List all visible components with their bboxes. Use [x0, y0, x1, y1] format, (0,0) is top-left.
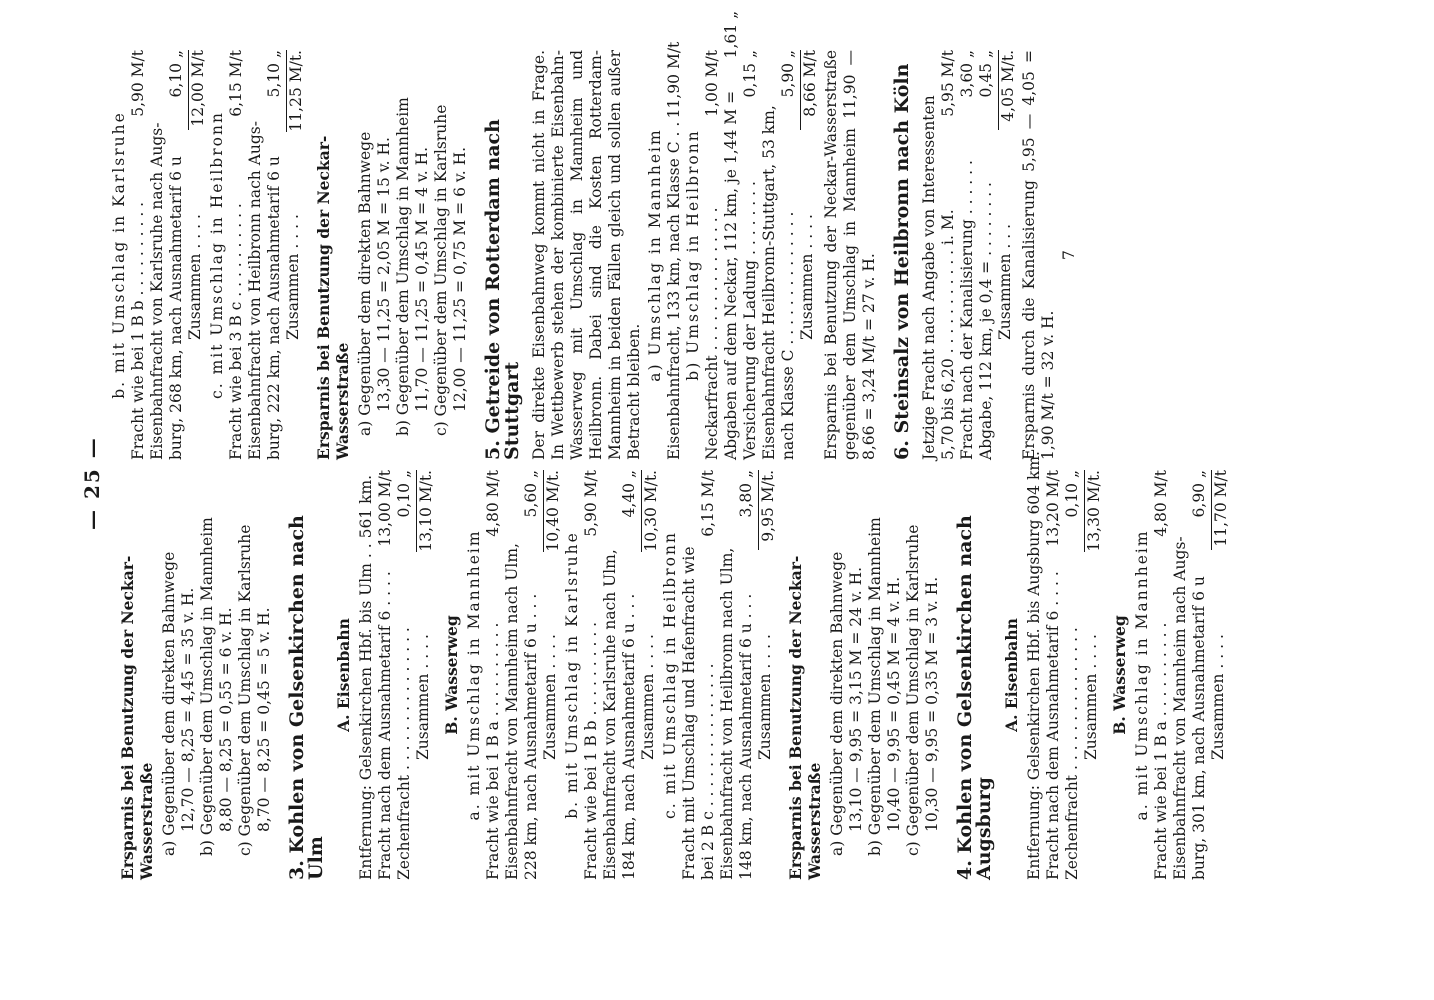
subsection-heading: B. Wasserweg — [1110, 615, 1129, 735]
cost-amount: 5,90 M/t — [129, 50, 147, 117]
cost-row — [620, 470, 639, 880]
total-amount: 8,66 M/t — [800, 50, 820, 130]
cost-row — [699, 470, 718, 880]
cost-label: Eisenbahnfracht von Heilbronn nach Augs- — [246, 121, 264, 460]
cost-row — [227, 50, 246, 460]
cost-label: Entfernung: Gelsenkirchen Hbf. bis Ulm . . 561 km. — [357, 474, 375, 880]
variant-heading: c. mit Umschlag in Heilbronn — [661, 531, 679, 819]
total-amount: 10,40 M/t. — [544, 470, 562, 552]
cost-amount — [1171, 456, 1190, 536]
left-column — [110, 451, 1231, 880]
cost-row — [1025, 451, 1044, 880]
section-heading: 3. Kohlen von Gelsenkirchen nach Ulm — [286, 515, 327, 880]
total-amount: 11,25 M/t. — [287, 50, 305, 132]
cost-row — [265, 50, 284, 460]
comparison-result: 13,30 — 11,25 = 2,05 M = 15 v. H. — [375, 137, 393, 412]
cost-amount: 4,40 „ — [620, 470, 638, 518]
cost-row — [395, 470, 414, 880]
cost-row — [522, 470, 541, 880]
total-label: Zusammen . . . . — [798, 214, 816, 340]
cost-label: Eisenbahnfracht von Mannheim nach Ulm, — [503, 543, 521, 880]
cost-label: Zechenfracht . . . . . . . . . . . . . . . — [1063, 627, 1081, 880]
cost-label: Eisenbahnfracht von Karlsruhe nach Ulm, — [601, 549, 619, 880]
cost-amount — [503, 463, 522, 543]
total-row — [756, 470, 778, 880]
variant-heading: b) Umschlag in Heilbronn — [684, 129, 702, 381]
cost-label: Entfernung: Gelsenkirchen Hbf. bis Augsburg 604 km. — [1025, 451, 1043, 880]
variant-heading: a. mit Umschlag in Mannheim — [465, 529, 483, 821]
cost-amount: 1,61 „ — [722, 10, 740, 59]
savings-heading: Ersparnis bei Benutzung der Neckar-Wasserstraße — [118, 555, 156, 880]
cost-label: 148 km, nach Ausnahmetarif 6 u . . . — [737, 593, 755, 880]
cost-row — [920, 50, 939, 460]
paragraph: Ersparnis bei Benutzung der Neckar-Wasserstraße gegenüber dem Umschlag in Mannheim 11,90 — 8,66 = 3,24 M/t = 27 v. H. — [822, 50, 878, 460]
cost-amount — [718, 468, 737, 548]
cost-label: 184 km, nach Ausnahmetarif 6 u . . . — [620, 593, 638, 880]
cost-amount: 5,95 M/t — [939, 50, 957, 117]
cost-amount: 0,10 „ — [395, 470, 413, 518]
section-heading: 4. Kohlen von Gelsenkirchen nach Augsburg — [954, 515, 995, 880]
total-amount: 4,05 M/t. — [998, 50, 1018, 130]
cost-amount: 6,15 M/t — [699, 470, 717, 537]
cost-label: nach Klasse C . . . . . . . . . . . . . . — [779, 211, 797, 460]
total-row — [186, 50, 208, 460]
comparison-result: 12,00 — 11,25 = 0,75 M = 6 v. H. — [451, 146, 469, 412]
cost-amount: 6,15 M/t — [227, 50, 245, 117]
savings-heading: Ersparnis bei Benutzung der Neckar-Wasserstraße — [314, 135, 352, 460]
cost-label: bei 2 B c . . . . . . . . . . . . . . . — [699, 663, 717, 880]
signature-mark: 7 — [1060, 250, 1078, 260]
cost-amount: 5,10 „ — [265, 50, 283, 98]
cost-label: Versicherung der Ladung . . . . . . . . — [741, 181, 759, 460]
total-row — [798, 50, 820, 460]
cost-amount — [601, 469, 620, 549]
cost-row — [601, 470, 620, 880]
variant-heading: b. mit Umschlag in Karlsruhe — [110, 111, 128, 399]
comparison-result: 8,80 — 8,25 = 0,55 = 6 v. H. — [217, 607, 235, 832]
total-label: Zusammen . . . — [996, 223, 1014, 340]
total-label: Zusammen . . . . — [541, 634, 559, 760]
total-row — [1082, 470, 1104, 880]
cost-row — [779, 50, 798, 460]
total-label: Zusammen . . . . — [639, 634, 657, 760]
total-row — [541, 470, 563, 880]
cost-row — [722, 10, 741, 460]
comparison-line: a) Gegenüber dem direkten Bahnwege — [828, 551, 846, 856]
total-amount: 11,70 M/t — [1211, 470, 1231, 550]
cost-row — [1190, 470, 1209, 880]
cost-row — [148, 50, 167, 460]
total-amount: 13,10 M/t. — [417, 470, 435, 552]
cost-amount — [246, 41, 265, 121]
comparison-result: 12,70 — 8,25 = 4,45 = 35 v. H. — [179, 587, 197, 832]
cost-label: Fracht wie bei 1 B b . . . . . . . . . . — [582, 621, 600, 880]
total-label: Zusammen . . . . — [284, 214, 302, 340]
cost-row — [484, 470, 503, 880]
comparison-line: a) Gegenüber dem direkten Bahnwege — [356, 131, 374, 436]
cost-label: Fracht wie bei 1 B b . . . . . . . . . . — [129, 201, 147, 460]
total-label: Zusammen . . . . — [756, 634, 774, 760]
comparison-result: 10,30 — 9,95 = 0,35 M = 3 v. H. — [923, 576, 941, 832]
cost-amount: 6,10 „ — [167, 50, 185, 98]
total-amount: 10,30 M/t. — [642, 470, 660, 552]
cost-row — [246, 50, 265, 460]
subsection-heading: A. Eisenbahn — [1002, 618, 1021, 732]
comparison-line: c) Gegenüber dem Umschlag in Karlsruhe — [904, 524, 922, 856]
cost-row — [680, 470, 699, 880]
cost-amount: 0,10 „ — [1063, 470, 1081, 518]
total-row — [1209, 470, 1231, 880]
cost-row — [503, 470, 522, 880]
cost-label: Fracht mit Umschlag und Hafenfracht wie — [680, 546, 698, 880]
cost-row — [718, 470, 737, 880]
cost-row — [939, 50, 958, 460]
cost-label: Eisenbahnfracht, 133 km, nach Klasse C . . — [665, 121, 683, 460]
paragraph: Ersparnis durch die Kanalisierung 5,95 — 4,05 = 1,90 M/t = 32 v. H. — [1020, 50, 1057, 460]
cost-row — [665, 41, 684, 460]
cost-amount — [148, 43, 167, 123]
comparison-line: c) Gegenüber dem Umschlag in Karlsruhe — [432, 104, 450, 436]
comparison-result: 8,70 — 8,25 = 0,45 = 5 v. H. — [255, 607, 273, 832]
comparison-result: 11,70 — 11,25 = 0,45 M = 4 v. H. — [413, 146, 431, 412]
cost-label: Fracht wie bei 1 B a . . . . . . . . . . — [1152, 622, 1170, 880]
cost-amount: 6,90 „ — [1190, 470, 1208, 518]
variant-heading: a) Umschlag in Mannheim — [646, 128, 664, 382]
cost-amount: 13,00 M/t — [376, 470, 394, 547]
cost-label: burg, 268 km, nach Ausnahmetarif 6 u — [167, 156, 185, 460]
cost-label: Neckarfracht . . . . . . . . . . . . . . . — [703, 207, 721, 460]
total-amount: 9,95 M/t. — [758, 470, 778, 550]
cost-label: Jetzige Fracht nach Angabe von Interessenten — [920, 95, 938, 460]
cost-label: Abgabe, 112 km, je 0,4 = . . . . . . . . — [977, 182, 995, 460]
cost-amount: 5,90 M/t — [582, 470, 600, 537]
cost-row — [376, 470, 395, 880]
cost-label: 5,70 bis 6,20 . . . . . . . . . . . i. M. — [939, 209, 957, 460]
total-label: Zusammen . . . . — [1209, 634, 1227, 760]
total-amount: 12,00 M/t — [188, 50, 208, 130]
cost-amount — [760, 25, 779, 105]
cost-row — [167, 50, 186, 460]
cost-row — [1152, 470, 1171, 880]
section-heading: 5. Getreide von Rotterdam nach Stuttgart — [482, 119, 523, 460]
cost-row — [703, 50, 722, 460]
total-row — [996, 50, 1018, 460]
cost-label: Eisenbahnfracht von Heilbronn nach Ulm, — [718, 547, 736, 880]
cost-row — [357, 470, 376, 880]
cost-label: Fracht nach der Kanalisierung . . . . . . — [958, 160, 976, 460]
savings-heading: Ersparnis bei Benutzung der Neckar-Wasserstraße — [786, 555, 824, 880]
total-label: Zusammen . . . . — [414, 634, 432, 760]
cost-amount: 11,90 M/t — [665, 41, 683, 119]
comparison-line: b) Gegenüber dem Umschlag in Mannheim — [866, 517, 884, 856]
paragraph: Der direkte Eisenbahnweg kommt nicht in Frage. In Wettbewerb stehen der kombinierte Eisenbahn-Wasserweg mit Umschlag in Mannheim und Heilbronn. Dabei sind die Kosten Rotterdam-Mannheim in beiden Fällen gleich und sollen außer Betracht bleiben. — [530, 50, 643, 460]
variant-heading: c. mit Umschlag in Heilbronn — [208, 111, 226, 399]
cost-amount: 5,60 „ — [522, 470, 540, 518]
cost-amount: 1,00 M/t — [703, 50, 721, 117]
cost-row — [958, 50, 977, 460]
cost-amount: 13,20 M/t — [1044, 470, 1062, 547]
subsection-heading: A. Eisenbahn — [334, 618, 353, 732]
cost-label: burg, 222 km, nach Ausnahmetarif 6 u — [265, 156, 283, 460]
cost-row — [129, 50, 148, 460]
cost-amount: 0,15 „ — [741, 50, 759, 98]
right-column — [110, 10, 1079, 460]
cost-label: Fracht nach dem Ausnahmetarif 6 . . . . — [376, 571, 394, 880]
total-amount: 13,30 M/t. — [1085, 470, 1103, 552]
section-heading: 6. Steinsalz von Heilbronn nach Köln — [891, 63, 913, 460]
digitization-watermark — [1418, 0, 1434, 1000]
cost-row — [977, 50, 996, 460]
cost-label: Fracht wie bei 1 B a . . . . . . . . . . — [484, 622, 502, 880]
comparison-result: 13,10 — 9,95 = 3,15 M = 24 v. H. — [847, 566, 865, 832]
cost-amount: 3,60 „ — [958, 50, 976, 98]
cost-row — [1044, 470, 1063, 880]
cost-amount — [680, 466, 699, 546]
cost-label: Fracht wie bei 3 B c . . . . . . . . . . — [227, 203, 245, 460]
comparison-result: 10,40 — 9,95 = 0,45 M = 4 v. H. — [885, 576, 903, 832]
cost-amount: 3,80 „ — [737, 470, 755, 518]
cost-amount: 0,45 „ — [977, 50, 995, 98]
total-label: Zusammen . . . . — [186, 214, 204, 340]
cost-label: Zechenfracht . . . . . . . . . . . . . . . — [395, 627, 413, 880]
cost-label: Abgaben auf dem Neckar, 112 km, je 1,44 M = — [722, 90, 740, 460]
total-row — [414, 470, 436, 880]
cost-amount: 4,80 M/t — [484, 470, 502, 537]
cost-label: burg, 301 km, nach Ausnahmetarif 6 u — [1190, 576, 1208, 880]
cost-row — [1063, 470, 1082, 880]
total-row — [639, 470, 661, 880]
comparison-line: c) Gegenüber dem Umschlag in Karlsruhe — [236, 524, 254, 856]
comparison-line: b) Gegenüber dem Umschlag in Mannheim — [394, 97, 412, 436]
cost-amount — [920, 15, 939, 95]
cost-label: Eisenbahnfracht von Mannheim nach Augs- — [1171, 536, 1189, 880]
comparison-line: a) Gegenüber dem direkten Bahnwege — [160, 551, 178, 856]
comparison-line: b) Gegenüber dem Umschlag in Mannheim — [198, 517, 216, 856]
page-number: — 25 — — [80, 436, 104, 530]
total-label: Zusammen . . . . — [1082, 634, 1100, 760]
subsection-heading: B. Wasserweg — [442, 615, 461, 735]
cost-label: Eisenbahnfracht von Karlsruhe nach Augs- — [148, 122, 166, 460]
total-row — [284, 50, 306, 460]
cost-row — [1171, 470, 1190, 880]
cost-row — [741, 50, 760, 460]
variant-heading: b. mit Umschlag in Karlsruhe — [563, 531, 581, 819]
cost-label: 228 km, nach Ausnahmetarif 6 u . . . — [522, 593, 540, 880]
cost-label: Eisenbahnfracht Heilbronn-Stuttgart, 53 km, — [760, 105, 778, 460]
cost-amount: 4,80 M/t — [1152, 470, 1170, 537]
cost-row — [760, 50, 779, 460]
cost-amount: 5,90 „ — [779, 50, 797, 98]
cost-row — [582, 470, 601, 880]
variant-heading: a. mit Umschlag in Mannheim — [1133, 529, 1151, 821]
cost-row — [737, 470, 756, 880]
cost-label: Fracht nach dem Ausnahmetarif 6 . . . . — [1044, 571, 1062, 880]
